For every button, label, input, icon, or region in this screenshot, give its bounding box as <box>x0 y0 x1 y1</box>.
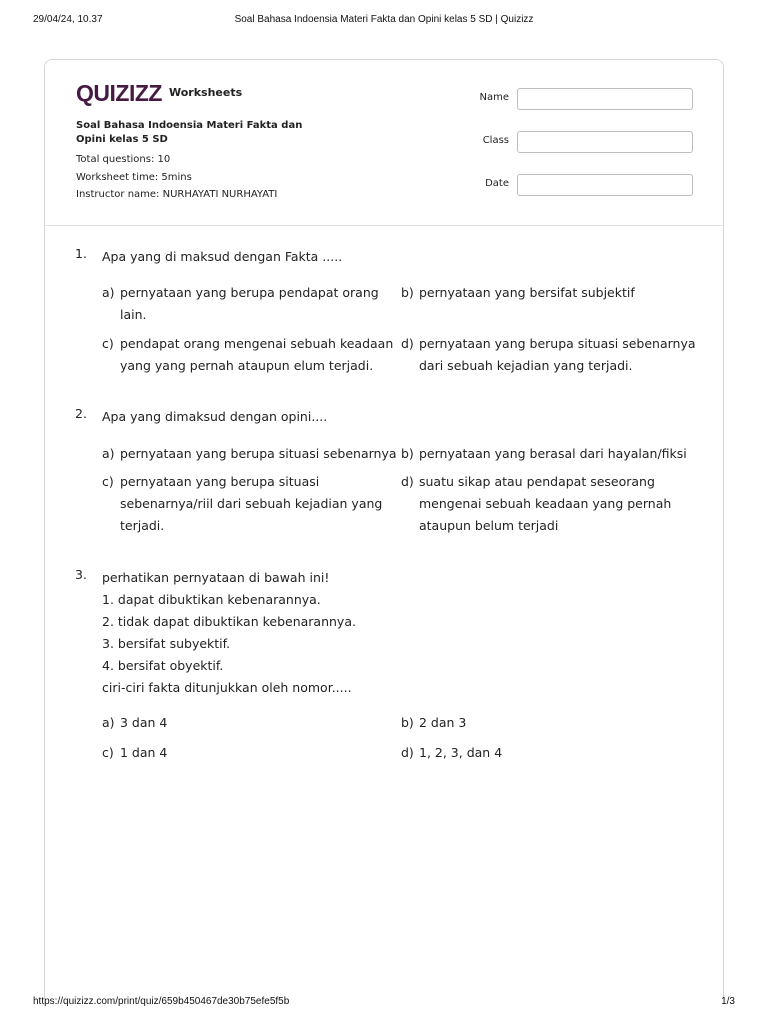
question-line: 1. dapat dibuktikan kebenarannya. <box>102 592 321 607</box>
question-line: ciri-ciri fakta ditunjukkan oleh nomor..... <box>102 680 352 695</box>
option-letter: c) <box>102 745 114 760</box>
option-letter: b) <box>401 715 414 730</box>
option-letter: d) <box>401 336 414 351</box>
option-text: pendapat orang mengenai sebuah keadaan yang yang pernah ataupun elum terjadi. <box>120 336 394 373</box>
question-text: Apa yang di maksud dengan Fakta ..... <box>102 249 343 264</box>
print-datetime: 29/04/24, 10.37 <box>33 14 103 25</box>
question-text: Apa yang dimaksud dengan opini.... <box>102 409 328 424</box>
option-letter: d) <box>401 745 414 760</box>
option-text: 1 dan 4 <box>120 745 168 760</box>
option-text: pernyataan yang berasal dari hayalan/fiksi <box>419 446 687 461</box>
print-header <box>33 14 735 30</box>
print-url: https://quizizz.com/print/quiz/659b450467de30b75efe5f5b <box>33 996 290 1007</box>
question-text <box>102 567 662 699</box>
question-number: 3. <box>75 567 87 582</box>
print-doc-title: Soal Bahasa Indoensia Materi Fakta dan Opini kelas 5 SD | Quizizz <box>234 14 534 25</box>
option-text: suatu sikap atau pendapat seseorang mengenai sebuah keadaan yang pernah ataupun belum terjadi <box>419 474 672 533</box>
class-field[interactable] <box>517 131 693 153</box>
option-text: pernyataan yang berupa situasi sebenarnya dari sebuah kejadian yang terjadi. <box>419 336 696 373</box>
question-line: perhatikan pernyataan di bawah ini! <box>102 570 330 585</box>
worksheet-meta <box>76 119 316 204</box>
option-letter: c) <box>102 474 114 489</box>
option-text: 3 dan 4 <box>120 715 168 730</box>
option-letter: a) <box>102 285 115 300</box>
date-field[interactable] <box>517 174 693 196</box>
option-letter: a) <box>102 715 115 730</box>
option-text: pernyataan yang berupa pendapat orang lain. <box>120 285 379 322</box>
worksheet-title: Soal Bahasa Indoensia Materi Fakta dan Opini kelas 5 SD <box>76 120 303 145</box>
question-line: 2. tidak dapat dibuktikan kebenarannya. <box>102 614 356 629</box>
option-text: 2 dan 3 <box>419 715 467 730</box>
option-letter: b) <box>401 285 414 300</box>
worksheet-time: Worksheet time: 5mins <box>76 171 192 183</box>
instructor-name: Instructor name: NURHAYATI NURHAYATI <box>76 189 278 200</box>
option-letter: c) <box>102 336 114 351</box>
worksheet-card <box>44 59 724 999</box>
print-footer <box>33 996 735 1012</box>
date-label: Date <box>485 178 509 189</box>
question-number: 1. <box>75 246 87 261</box>
name-field[interactable] <box>517 88 693 110</box>
question-line: 3. bersifat subyektif. <box>102 636 231 651</box>
option-letter: b) <box>401 446 414 461</box>
option-letter: a) <box>102 446 115 461</box>
question-number: 2. <box>75 406 87 421</box>
option-text: pernyataan yang berupa situasi sebenarnya <box>120 446 397 461</box>
worksheet-header <box>45 60 723 226</box>
logo-text: QUIZIZZ <box>76 80 162 106</box>
option-text: 1, 2, 3, dan 4 <box>419 745 503 760</box>
page-indicator: 1/3 <box>721 996 735 1007</box>
option-text: pernyataan yang bersifat subjektif <box>419 285 635 300</box>
option-text: pernyataan yang berupa situasi sebenarnya/riil dari sebuah kejadian yang terjadi. <box>120 474 383 533</box>
class-label: Class <box>482 135 509 146</box>
brand-subtitle: Worksheets <box>169 86 243 99</box>
total-questions: Total questions: 10 <box>76 154 171 165</box>
quizizz-logo <box>76 80 164 106</box>
name-label: Name <box>479 92 509 103</box>
option-letter: d) <box>401 474 414 489</box>
question-line: 4. bersifat obyektif. <box>102 658 224 673</box>
